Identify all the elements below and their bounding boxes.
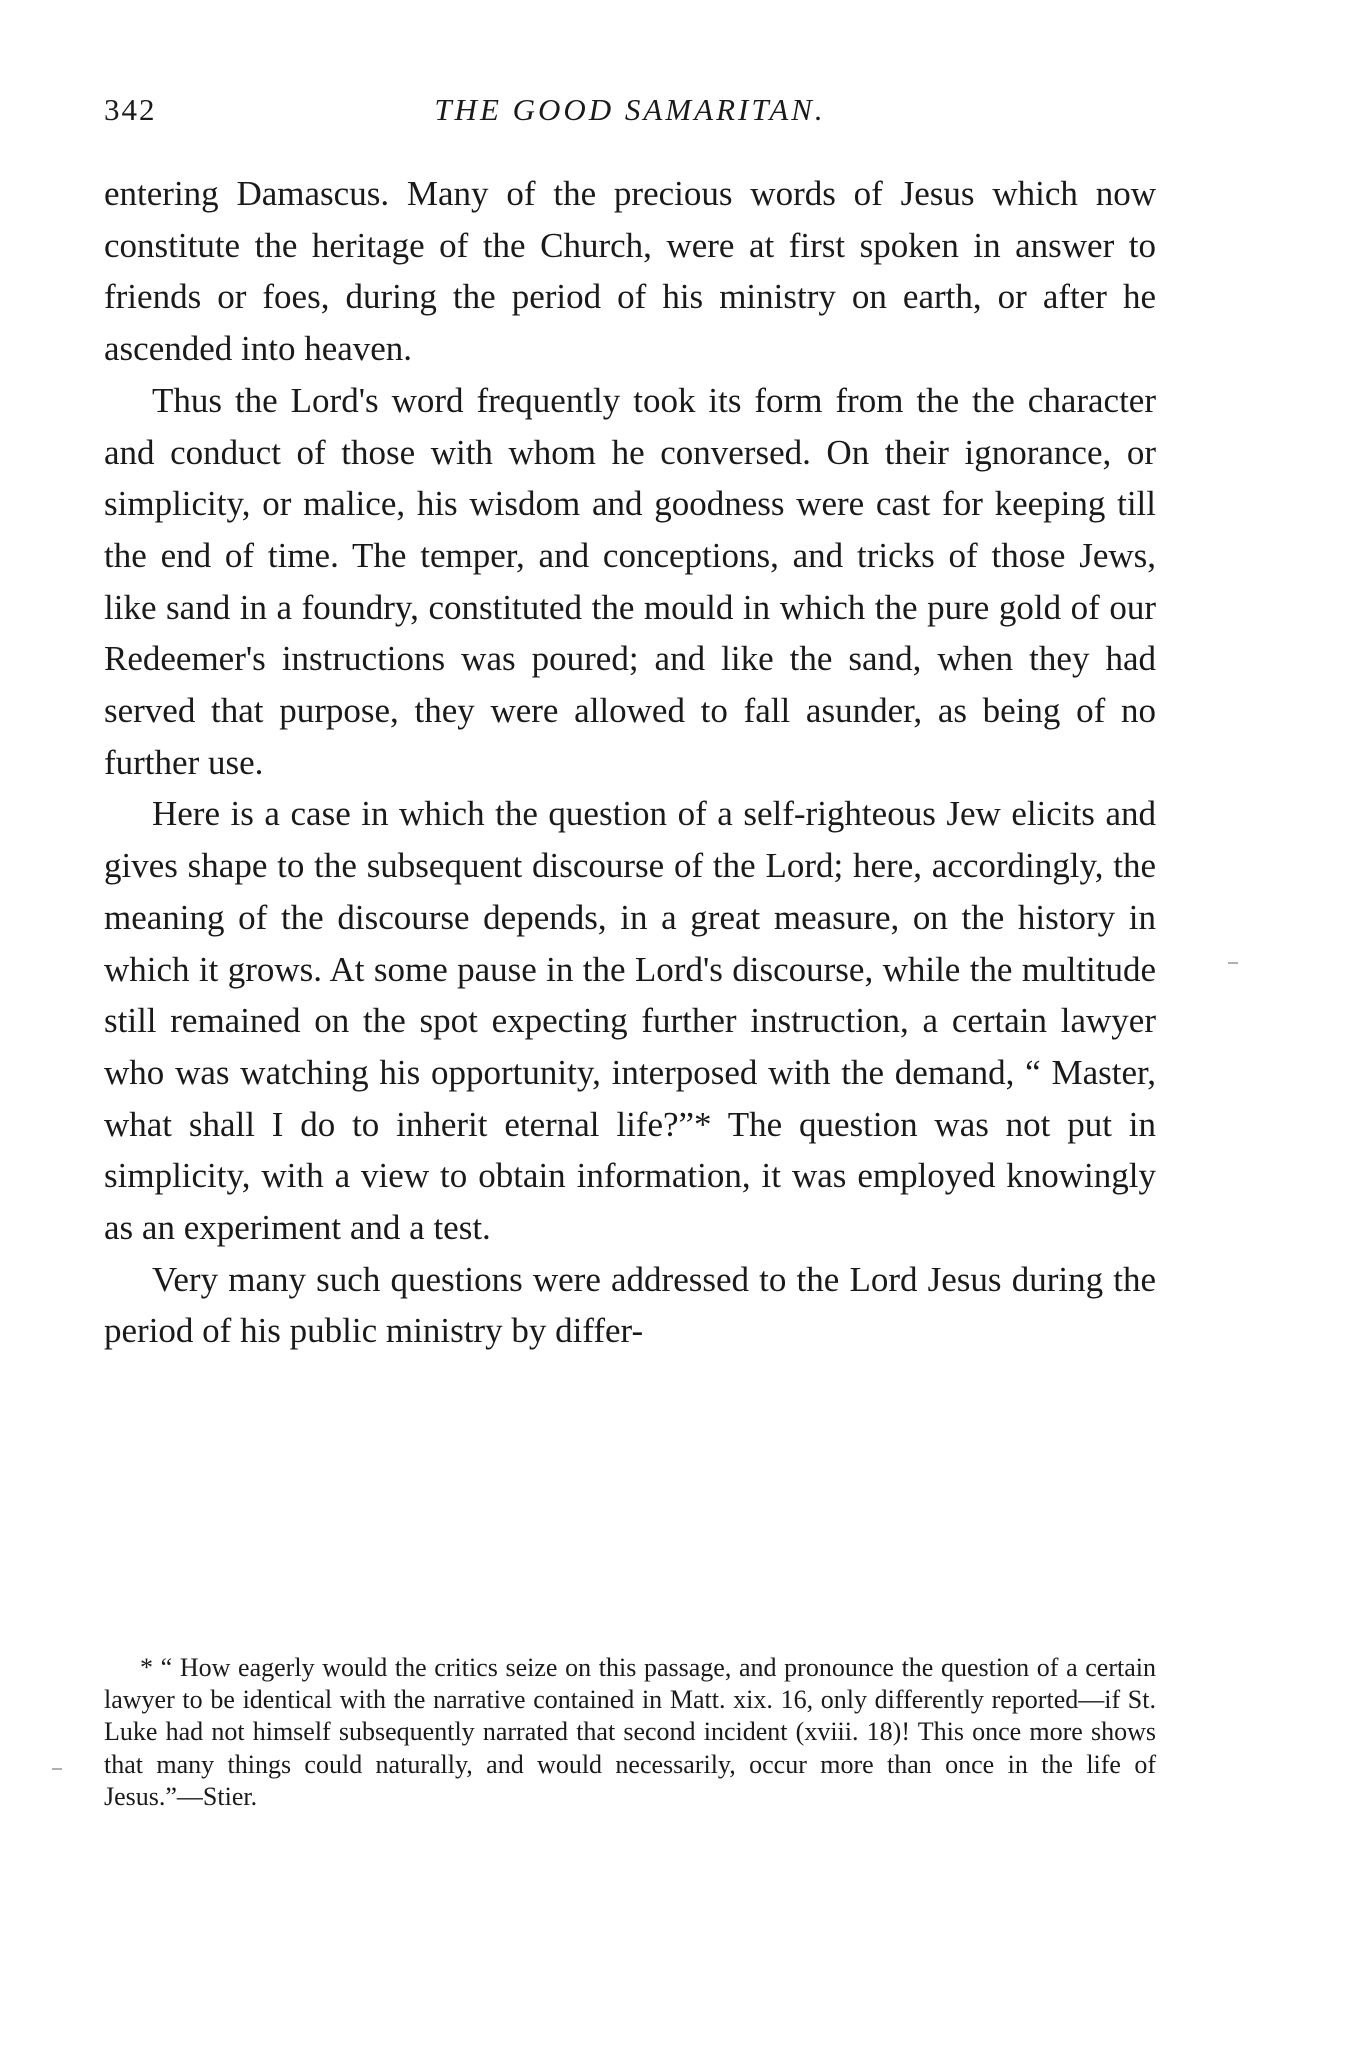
page-number: 342 xyxy=(104,92,157,127)
footnote xyxy=(104,1652,1156,1813)
paragraph-continuation: entering Damascus. Many of the precious words of Jesus which now constitute the heritage of the Church, were at first spoken in answer to friends or foes, during the period of his ministry on earth, or after he ascended into heaven. xyxy=(104,174,1156,369)
body-text xyxy=(104,168,1156,1357)
running-head xyxy=(104,92,1156,142)
scan-mark xyxy=(52,1768,62,1770)
page-title: THE GOOD SAMARITAN. xyxy=(434,92,826,127)
scan-mark xyxy=(1228,962,1238,964)
paragraph: Thus the Lord's word frequently took its form from the the character and conduct of those with whom he conversed. On their ignorance, or simplicity, or malice, his wisdom and goodness were cast for keeping till the end of time. The temper, and conceptions, and tricks of those Jews, like sand in a foundry, constituted the mould in which the pure gold of our Redeemer's instructions was poured; and like the sand, when they had served that purpose, they were allowed to fall asunder, as being of no further use. xyxy=(104,380,1156,782)
footnote-text: * “ How eagerly would the critics seize on this passage, and pronounce the question of a certain lawyer to be identical with the narrative contained in Matt. xix. 16, only differently reported—if St. Luke had not himself subsequently narrated that second incident (xviii. 18)! This once more shows that many things could naturally, and would necessarily, occur more than once in the life of Jesus.”—Stier. xyxy=(104,1653,1156,1811)
paragraph: Here is a case in which the question of a self-righteous Jew elicits and gives shape to the subsequent discourse of the Lord; here, accordingly, the meaning of the discourse depends, in a great measure, on the history in which it grows. At some pause in the Lord's discourse, while the multitude still remained on the spot expecting further instruction, a certain lawyer who was watching his opportunity, interposed with the demand, “ Master, what shall I do to inherit eternal life?”* The question was not put in simplicity, with a view to obtain information, it was employed knowingly as an experiment and a test. xyxy=(104,794,1156,1248)
paragraph: Very many such questions were addressed to the Lord Jesus during the period of his public ministry by differ- xyxy=(104,1259,1156,1351)
